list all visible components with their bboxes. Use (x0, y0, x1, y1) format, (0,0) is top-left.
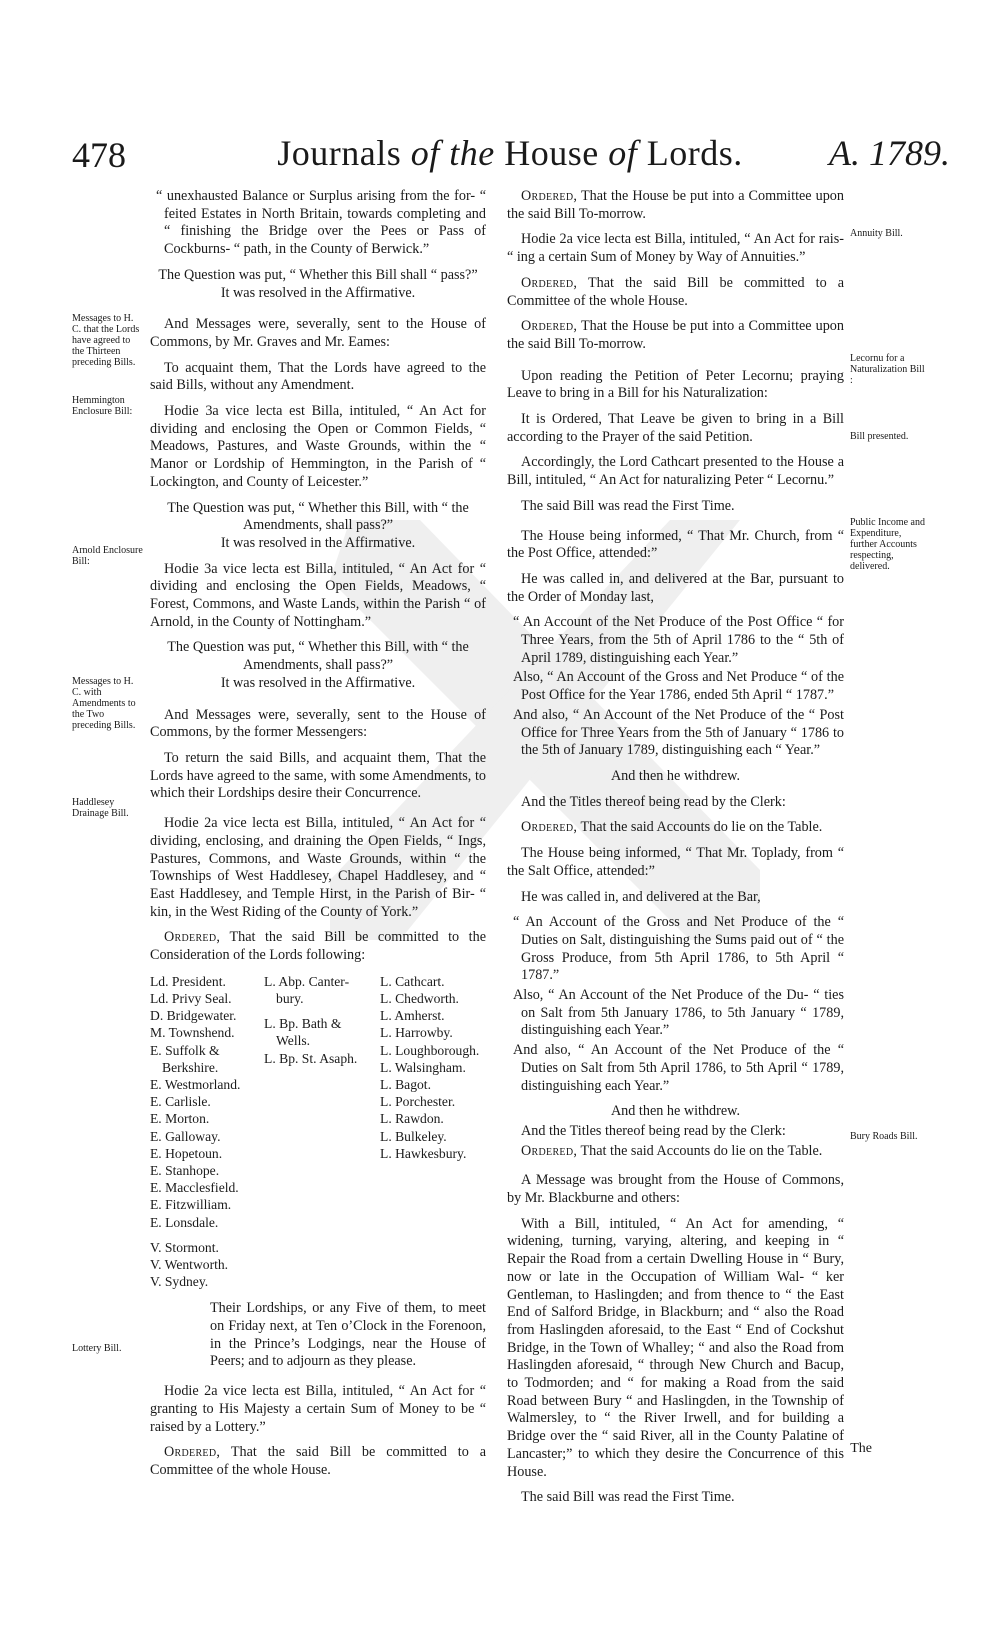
ordered-label: Ordered, (521, 274, 578, 291)
account-item: “ An Account of the Gross and Net Produce of the “ Duties on Salt, distinguishing the Sums paid out of “ the Gross Produce, from 5th April 1786, to 5th April “ 1787.” (513, 914, 844, 984)
paragraph: He was called in, and delivered at the Bar, pursuant to the Order of Monday last, (507, 570, 844, 605)
account-item: Also, “ An Account of the Gross and Net Produce “ of the Post Office for the Year 1786, ended 5th April “ 1787.” (513, 669, 844, 704)
account-item: And also, “ An Account of the Net Produce of the “ Post Office for Three Years from the 5th of January “ 1786 to the 5th of January 1789, distinguishing each “ Year.” (513, 706, 844, 759)
account-item: Also, “ An Account of the Net Produce of the Du- “ ties on Salt from 5th January 1786, to 5th January “ 1789, distinguishing each Year.” (513, 987, 844, 1039)
lord-name: M. Townshend. (150, 1025, 235, 1041)
paragraph: With a Bill, intituled, “ An Act for amending, “ widening, turning, varying, altering, and keeping in “ Repair the Road from a certain Dwelling House in “ Bury, now or late in the Occupation of William Wal- “ ker Gentleman, to Haslingden; and from thence to “ the East End of Salford Bridge, in Blackburn; and “ also the Road from Haslingden aforesaid, to the East “ End of Cockshut Bridge, in the Town of Whalley; “ and also the Road from Haslingden aforesaid, “ through New Church and Bacup, to Todmorden; and “ for making a Road from the said Road between Bury “ and Haslingden, in the Township of Walmersley, to “ the River Irwell, and for building a Bridge over the “ said River, all in the County Palatine of Lancaster;” to which they desire the Concurrence of this House. (507, 1215, 844, 1480)
lord-name: L. Bulkeley. (380, 1128, 447, 1144)
paragraph: He was called in, and delivered at the Bar, (521, 888, 761, 905)
resolution: It was resolved in the Affirmative. (220, 284, 416, 301)
lord-name: L. Bagot. (380, 1076, 431, 1092)
paragraph: “ unexhausted Balance or Surplus arising from the for- “ feited Estates in North Britain, towards completing and “ finishing the Bridge over the Pees or Pass of Cockburns- “ path, in the County of Berwick.” (156, 188, 486, 258)
paragraph: Upon reading the Petition of Peter Lecornu; praying Leave to bring in a Bill for his Naturalization: (507, 367, 844, 402)
margin-note-lecornu: Lecornu for a Naturalization Bill : (850, 353, 925, 386)
spacer (264, 1007, 370, 1015)
lord-name: L. Bp. Bath & (264, 1016, 342, 1032)
year: A. 1789. (829, 133, 950, 173)
ordered-paragraph: Ordered, That the said Accounts do lie on the Table. (521, 819, 823, 836)
ordered-paragraph: Ordered, That the House be put into a Committee upon the said Bill To-morrow. (507, 318, 844, 352)
lord-name: E. Morton. (150, 1111, 210, 1127)
withdrew-line: And then he withdrew. (610, 767, 741, 784)
margin-note-messages-two: Messages to H. C. with Amendments to the Two preceding Bills. (72, 676, 136, 731)
lord-name: L. Bp. St. Asaph. (264, 1050, 358, 1066)
margin-note-hemmington: Hemmington Enclosure Bill: (72, 395, 133, 417)
paragraph: Hodie 2a vice lecta est Billa, intituled, “ An Act for “ dividing, enclosing, and draining the Open Fields, “ Ings, Pastures, Commons, and Waste Grounds, within “ the Townships of West Haddlesey, Chapel Haddlesey, and “ East Haddlesey, and Temple Hirst, in the Parish of Bir- “ kin, in the West Riding of the County of York.” (150, 815, 486, 920)
question: The Question was put, “ Whether this Bill, with “ the Amendments, shall pass?” (167, 499, 469, 534)
lords-column-1 (150, 973, 254, 1291)
page-number: 478 (72, 135, 126, 175)
account-item: And also, “ An Account of the Net Produce of the “ Duties on Salt from 5th April 1786, to 5th April “ 1789, distinguishing each Year.” (513, 1042, 844, 1094)
lord-name: E. Westmorland. (150, 1076, 241, 1092)
lord-name: E. Macclesfield. (150, 1180, 239, 1196)
lord-name: V. Sydney. (150, 1274, 209, 1290)
lord-name: L. Porchester. (380, 1094, 456, 1110)
lord-name: E. Galloway. (150, 1128, 221, 1144)
lord-name: Ld. Privy Seal. (150, 990, 232, 1006)
lord-name: Wells. (276, 1033, 311, 1049)
lord-name: bury. (276, 990, 304, 1006)
paragraph: To return the said Bills, and acquaint them, That the Lords have agreed to the same, with some Amendments, to which their Lordships desire their Concurrence. (150, 749, 486, 802)
question: The Question was put, “ Whether this Bill shall “ pass?” (158, 266, 478, 283)
paragraph: And Messages were, severally, sent to the House of Commons, by Mr. Graves and Mr. Eames: (150, 316, 486, 350)
lord-name: Ld. President. (150, 973, 226, 989)
paragraph: The said Bill was read the First Time. (521, 497, 735, 514)
account-item: “ An Account of the Net Produce of the Post Office “ for Three Years, from the 5th of April 1786 to the “ 5th of April 1789, distinguishing each Year.” (513, 614, 844, 666)
ordered-paragraph: Ordered, That the said Bill be committed to a Committee of the whole House. (507, 274, 844, 309)
lord-name: L. Loughborough. (380, 1042, 480, 1058)
lord-name: L. Walsingham. (380, 1059, 466, 1075)
resolution: It was resolved in the Affirmative. (220, 534, 416, 551)
ordered-label: Ordered, (164, 1444, 221, 1461)
ordered-paragraph: Ordered, That the said Bill be committed to the Consideration of the Lords following: (150, 929, 486, 964)
lord-name: L. Amherst. (380, 1008, 445, 1024)
question: The Question was put, “ Whether this Bill, with “ the Amendments, shall pass?” (167, 639, 469, 674)
lord-name: L. Abp. Canter- (264, 973, 350, 989)
paragraph: The said Bill was read the First Time. (521, 1489, 735, 1506)
paragraph: Accordingly, the Lord Cathcart presented to the House a Bill, intituled, “ An Act for naturalizing Peter “ Lecornu.” (507, 454, 844, 489)
paragraph: The House being informed, “ That Mr. Toplady, from “ the Salt Office, attended:” (507, 845, 844, 879)
lord-name: E. Lonsdale. (150, 1214, 219, 1230)
paragraph: A Message was brought from the House of Commons, by Mr. Blackburne and others: (507, 1172, 844, 1207)
lord-name: L. Rawdon. (380, 1111, 444, 1127)
lords-column-2 (264, 973, 370, 1291)
paragraph: Hodie 3a vice lecta est Billa, intituled, “ An Act for dividing and enclosing the Open or Common Fields, “ Meadows, Pastures, and Waste Grounds, within the “ Manor or Lordship of Hemmington, in the Parish of “ Lockington, and County of Leicester.” (150, 403, 486, 490)
paragraph: Hodie 3a vice lecta est Billa, intituled, “ An Act for “ dividing and enclosing the Open Fields, Meadows, “ Forest, Commons, and Waste Lands, within the Parish “ of Arnold, in the County of Nottingham.” (150, 560, 486, 630)
left-column (150, 188, 486, 1488)
withdrew-line: And then he withdrew. (610, 1103, 741, 1120)
margin-note-bury: Bury Roads Bill. (850, 1131, 918, 1142)
lord-name: E. Stanhope. (150, 1162, 220, 1178)
running-title: Journals of the House of Lords. (277, 133, 743, 173)
paragraph: Hodie 2a vice lecta est Billa, intituled, “ An Act for rais- “ ing a certain Sum of Money by Way of Annuities.” (507, 231, 844, 266)
ordered-label: Ordered, (521, 188, 578, 204)
margin-note-public-income: Public Income and Expenditure, further Accounts respecting, delivered. (850, 517, 925, 572)
ordered-label: Ordered, (521, 819, 578, 836)
lord-name: L. Chedworth. (380, 990, 459, 1006)
margin-note-haddlesey: Haddlesey Drainage Bill. (72, 797, 129, 819)
paragraph: And the Titles thereof being read by the Clerk: (521, 1122, 786, 1139)
margin-note-messages-thirteen: Messages to H. C. that the Lords have agreed to the Thirteen preceding Bills. (72, 313, 140, 368)
paragraph: And Messages were, severally, sent to the House of Commons, by the former Messengers: (150, 706, 486, 741)
paragraph: It is Ordered, That Leave be given to bring in a Bill according to the Prayer of the said Petition. (507, 411, 844, 445)
paragraph: And the Titles thereof being read by the Clerk: (521, 793, 786, 810)
resolution: It was resolved in the Affirmative. (220, 674, 416, 691)
lord-name: E. Fitzwilliam. (150, 1197, 232, 1213)
lord-name: V. Wentworth. (150, 1256, 229, 1272)
paragraph: The House being informed, “ That Mr. Church, from “ the Post Office, attended:” (507, 527, 844, 562)
ordered-paragraph: Ordered, That the said Accounts do lie on the Table. (521, 1142, 823, 1159)
lord-name: V. Stormont. (150, 1239, 219, 1255)
ordered-label: Ordered, (521, 318, 578, 335)
ordered-label: Ordered, (521, 1142, 578, 1159)
lord-name: D. Bridgewater. (150, 1008, 237, 1024)
paragraph: Hodie 2a vice lecta est Billa, intituled, “ An Act for “ granting to His Majesty a certain Sum of Money to be “ raised by a Lottery.” (150, 1383, 486, 1435)
lord-name: E. Carlisle. (150, 1094, 211, 1110)
margin-note-lottery: Lottery Bill. (72, 1343, 122, 1354)
margin-note-arnold: Arnold Enclosure Bill: (72, 545, 143, 567)
page-header (70, 132, 950, 180)
paragraph: Their Lordships, or any Five of them, to meet on Friday next, at Ten o’Clock in the Forenoon, in the Prince’s Lodgings, near the House of Peers; and to adjourn as they please. (210, 1300, 486, 1370)
lord-name: L. Harrowby. (380, 1025, 453, 1041)
lord-name: Berkshire. (162, 1059, 219, 1075)
ordered-paragraph: Ordered, That the said Bill be committed to a Committee of the whole House. (150, 1444, 486, 1478)
lord-name: E. Suffolk & (150, 1042, 220, 1058)
lords-list (150, 973, 486, 1291)
lord-name: L. Hawkesbury. (380, 1145, 467, 1161)
catchword: The (850, 1441, 872, 1456)
lords-column-3 (380, 973, 486, 1291)
paragraph: To acquaint them, That the Lords have agreed to the said Bills, without any Amendment. (150, 359, 486, 394)
margin-note-bill-presented: Bill presented. (850, 431, 909, 442)
ordered-label: Ordered, (164, 929, 221, 946)
lord-name: L. Cathcart. (380, 973, 445, 989)
lord-name: E. Hopetoun. (150, 1145, 223, 1161)
right-column (507, 188, 844, 1515)
margin-note-annuity: Annuity Bill. (850, 228, 903, 239)
ordered-paragraph: Ordered, That the House be put into a Committee upon the said Bill To-morrow. (507, 188, 844, 222)
spacer (150, 1231, 254, 1239)
